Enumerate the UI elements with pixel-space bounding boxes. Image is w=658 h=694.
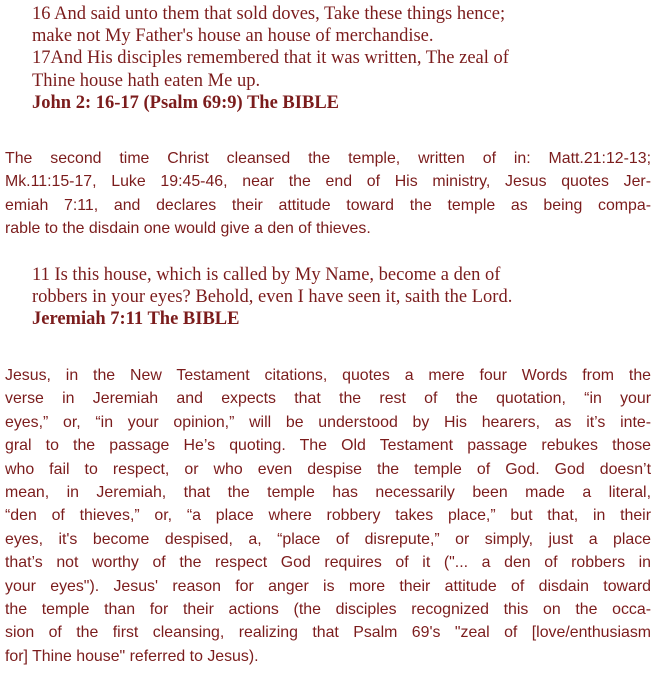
paragraph-line: who fail to respect, or who even despise the temple of God. God doesn’t <box>5 460 651 478</box>
paragraph-line: gral to the passage He’s quoting. The Old Testament passage rebukes those <box>5 437 651 455</box>
paragraph-second-cleansing <box>5 147 651 241</box>
paragraph-line: Mk.11:15-17, Luke 19:45-46, near the end of His ministry, Jesus quotes Jer- <box>5 173 651 191</box>
scripture-reference: Jeremiah 7:11 The BIBLE <box>32 309 240 330</box>
paragraph-line: the temple than for their actions (the disciples recognized this on the occa- <box>5 601 651 619</box>
paragraph-line: mean, in Jeremiah, that the temple has necessarily been made a literal, <box>5 484 651 502</box>
paragraph-line: The second time Christ cleansed the temple, written of in: Matt.21:12-13; <box>5 150 651 167</box>
paragraph-line: that’s not worthy of the respect God requires of it ("... a den of robbers in <box>5 554 651 572</box>
paragraph-commentary <box>5 364 651 668</box>
paragraph-line: verse in Jeremiah and expects that the rest of the quotation, “in your <box>5 390 651 408</box>
scripture-quote-jeremiah <box>32 264 512 331</box>
quote-line: 16 And said unto them that sold doves, Take these things hence; <box>32 4 506 24</box>
quote-line: robbers in your eyes? Behold, even I have seen it, saith the Lord. <box>32 287 513 308</box>
paragraph-line: for] Thine house" referred to Jesus). <box>5 647 259 665</box>
paragraph-line: Jesus, in the New Testament citations, quotes a mere four Words from the <box>5 367 651 384</box>
paragraph-line: emiah 7:11, and declares their attitude toward the temple as being compa- <box>5 196 651 214</box>
paragraph-line: “den of thieves,” or, “a place where robbery takes place,” but that, in their <box>5 507 651 525</box>
scripture-reference: John 2: 16-17 (Psalm 69:9) The BIBLE <box>32 92 339 113</box>
paragraph-line: eyes, it's become despised, a, “place of disrepute,” or simply, just a place <box>5 530 651 548</box>
quote-line: 17And His disciples remembered that it was written, The zeal of <box>32 48 509 69</box>
quote-line: make not My Father's house an house of merchandise. <box>32 26 434 47</box>
paragraph-line: eyes,” or, “in your opinion,” will be understood by His hearers, as it’s inte- <box>5 413 651 431</box>
paragraph-line: rable to the disdain one would give a den of thieves. <box>5 220 371 238</box>
paragraph-line: your eyes"). Jesus' reason for anger is more their attitude of disdain toward <box>5 577 651 595</box>
paragraph-line: sion of the first cleansing, realizing that Psalm 69's "zeal of [love/enthusiasm <box>5 624 651 642</box>
quote-line: Thine house hath eaten Me up. <box>32 70 261 91</box>
quote-line: 11 Is this house, which is called by My Name, become a den of <box>32 265 501 285</box>
scripture-quote-john <box>32 3 509 114</box>
